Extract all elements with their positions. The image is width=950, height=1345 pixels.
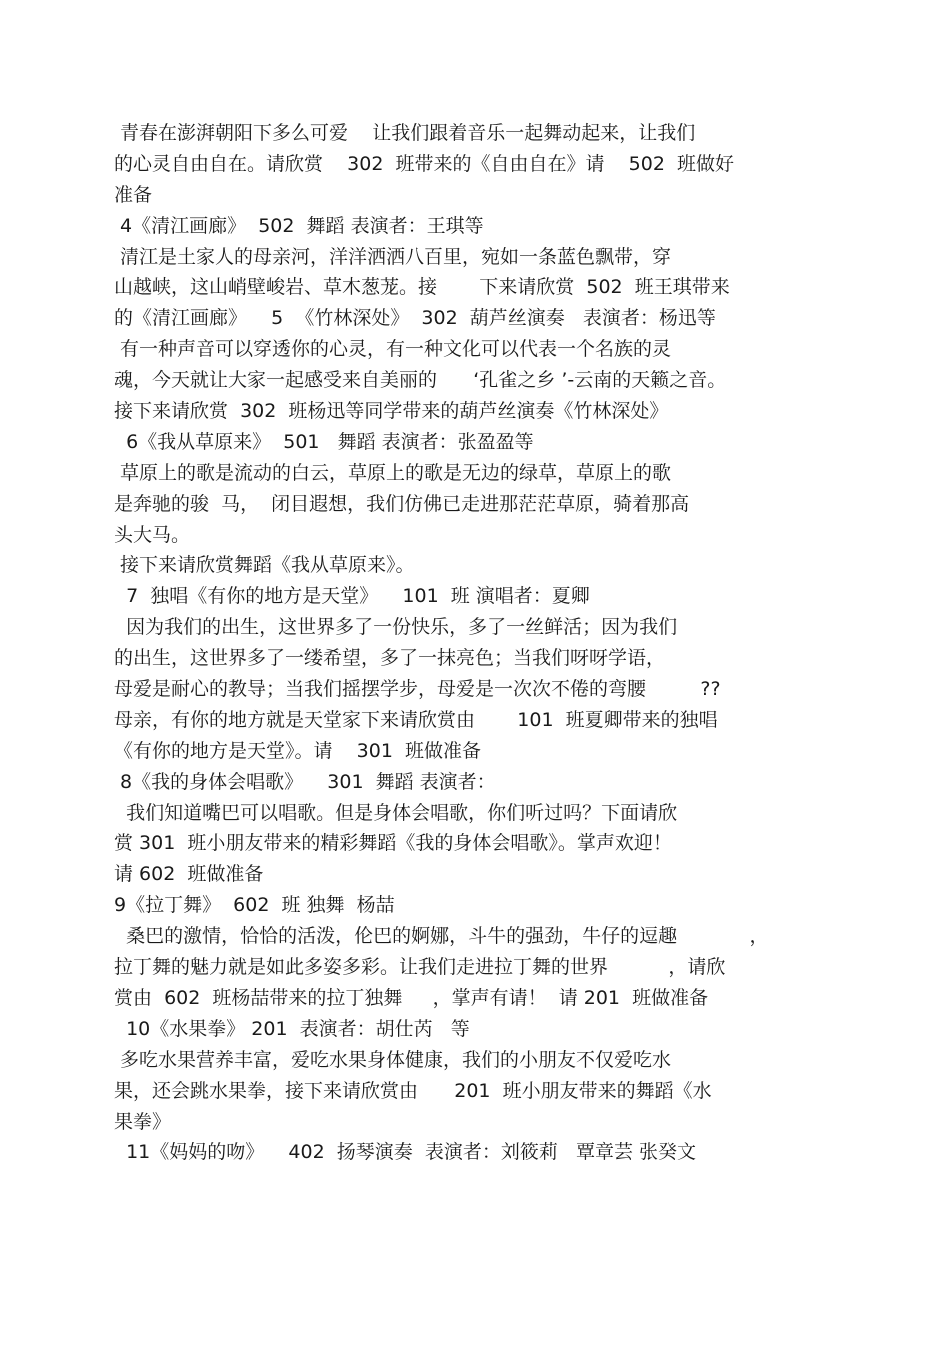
text-line: 青春在澎湃朝阳下多么可爱 让我们跟着音乐一起舞动起来，让我们	[114, 122, 696, 144]
text-line: 接下来请欣赏 302 班杨迅等同学带来的葫芦丝演奏《竹林深处》	[114, 400, 669, 423]
program-item-heading: 8《我的身体会唱歌》 301 舞蹈 表演者：	[114, 770, 496, 793]
text-line: 的心灵自由自在。请欣赏 302 班带来的《自由自在》请 502 班做好	[114, 152, 735, 175]
text-line: 果，还会跳水果拳，接下来请欣赏由 201 班小朋友带来的舞蹈《水	[114, 1079, 712, 1102]
text-line: 的《清江画廊》 5 《竹林深处》 302 葫芦丝演奏 表演者：杨迅等	[114, 307, 716, 330]
text-line: 拉丁舞的魅力就是如此多姿多彩。让我们走进拉丁舞的世界 ，请欣	[114, 956, 726, 979]
program-item-heading: 11《妈妈的吻》 402 扬琴演奏 表演者：刘筱莉 覃章芸 张癸文	[114, 1141, 696, 1164]
text-line: 《有你的地方是天堂》。请 301 班做准备	[114, 739, 482, 762]
text-line: 准备	[114, 183, 153, 206]
text-line: 的出生，这世界多了一缕希望，多了一抹亮色；当我们呀呀学语，	[114, 647, 666, 670]
text-line: 赏由 602 班杨喆带来的拉丁独舞 ，掌声有请！ 请 201 班做准备	[114, 986, 709, 1009]
text-line: 魂，今天就让大家一起感受来自美丽的 ‘孔雀之乡 ’-云南的天籁之音。	[114, 369, 727, 392]
text-line: 多吃水果营养丰富，爱吃水果身体健康，我们的小朋友不仅爱吃水	[114, 1048, 672, 1071]
text-line: 山越峡，这山峭壁峻岩、草木葱茏。接 下来请欣赏 502 班王琪带来	[114, 276, 730, 299]
document-body	[114, 118, 854, 1168]
text-line: 果拳》	[114, 1110, 172, 1133]
program-item-heading: 10《水果拳》 201 表演者：胡仕芮 等	[114, 1017, 470, 1040]
text-line: 因为我们的出生，这世界多了一份快乐，多了一丝鲜活；因为我们	[114, 616, 678, 639]
text-line: 母亲，有你的地方就是天堂家下来请欣赏由 101 班夏卿带来的独唱	[114, 708, 718, 731]
text-line: 有一种声音可以穿透你的心灵，有一种文化可以代表一个名族的灵	[114, 338, 672, 361]
text-line: 清江是土家人的母亲河，洋洋洒洒八百里，宛如一条蓝色飘带，穿	[114, 245, 672, 268]
text-line: 草原上的歌是流动的白云，草原上的歌是无边的绿草，草原上的歌	[114, 461, 672, 484]
text-line: 赏 301 班小朋友带来的精彩舞蹈《我的身体会唱歌》。掌声欢迎！	[114, 832, 672, 855]
text-line: 是奔驰的骏 马， 闭目遐想，我们仿佛已走进那茫茫草原，骑着那高	[114, 492, 690, 515]
text-line: 接下来请欣赏舞蹈《我从草原来》。	[114, 554, 415, 577]
text-line: 请 602 班做准备	[114, 863, 264, 886]
text-line: 头大马。	[114, 523, 191, 546]
text-line: 桑巴的激情，恰恰的活泼，伦巴的婀娜，斗牛的强劲，牛仔的逗趣 ，	[114, 925, 769, 948]
program-item-heading: 7 独唱《有你的地方是天堂》 101 班 演唱者：夏卿	[114, 585, 590, 608]
text-line: 我们知道嘴巴可以唱歌。但是身体会唱歌，你们听过吗？下面请欣	[114, 801, 678, 824]
program-item-heading: 9《拉丁舞》 602 班 独舞 杨喆	[114, 894, 395, 917]
text-line: 母爱是耐心的教导；当我们摇摆学步，母爱是一次次不倦的弯腰 ??	[114, 678, 721, 701]
program-item-heading: 4《清江画廊》 502 舞蹈 表演者：王琪等	[114, 214, 484, 237]
program-item-heading: 6《我从草原来》 501 舞蹈 表演者：张盈盈等	[114, 430, 534, 453]
